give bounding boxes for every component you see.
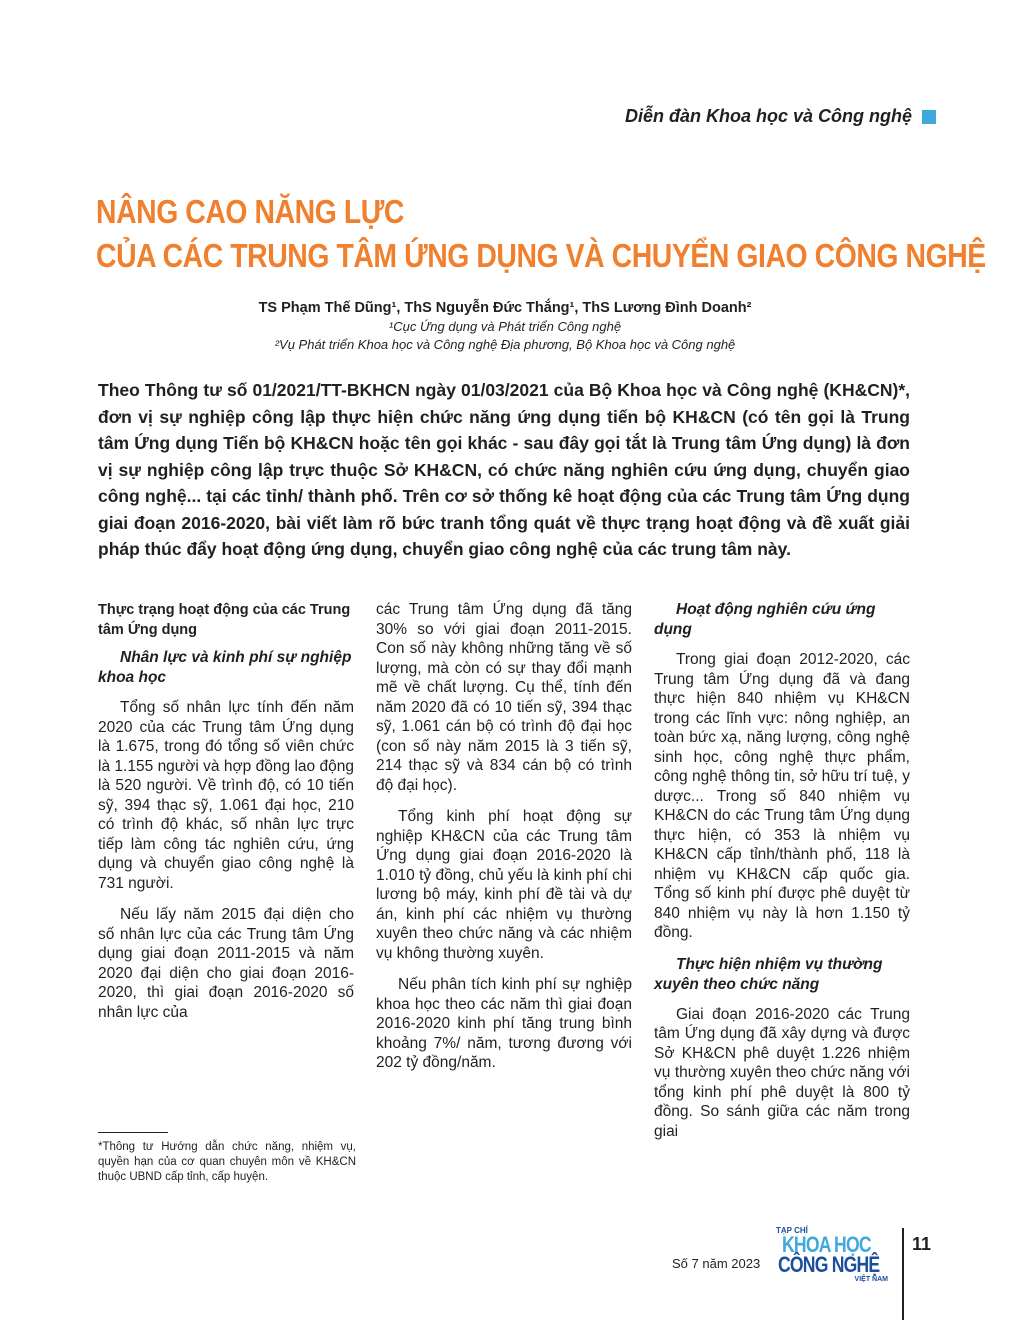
logo-line-2: CÔNG NGHỆ	[778, 1252, 880, 1277]
page-number: 11	[912, 1234, 932, 1254]
paragraph: Giai đoạn 2016-2020 các Trung tâm Ứng dụng đã xây dựng và được Sở KH&CN phê duyệt 1.226 nhiệm vụ thường xuyên theo chức năng với tổng kinh phí phê duyệt là 800 tỷ đồng. So sánh giữa các năm trong giai	[654, 1005, 910, 1140]
section-header	[625, 106, 936, 127]
logo-line-1: KHOA HỌC	[782, 1232, 871, 1257]
paragraph: các Trung tâm Ứng dụng đã tăng 30% so với giai đoạn 2011-2015. Con số này không những tăng về số lượng, mà còn có sự thay đổi mạnh mẽ về chất lượng. Cụ thể, tính đến năm 2020 đã có 10 tiến sỹ, 394 thạc sỹ, 1.061 cán bộ có trình độ đại học (con số này năm 2015 là 3 tiến sỹ, 214 thạc sỹ và 834 cán bộ có trình độ đại học).	[376, 601, 632, 794]
subheading-personnel: Nhân lực và kinh phí sự nghiệp khoa học	[98, 649, 352, 686]
subheading-regular-tasks: Thực hiện nhiệm vụ thường xuyên theo chức năng	[654, 955, 883, 993]
footer-divider	[902, 1228, 904, 1320]
column-1	[98, 600, 354, 1034]
authors-block	[0, 300, 1010, 352]
issue-label: Số 7 năm 2023	[672, 1256, 761, 1271]
abstract: Theo Thông tư số 01/2021/TT-BKHCN ngày 01/03/2021 của Bộ Khoa học và Công nghệ (KH&CN)*, đơn vị sự nghiệp công lập thực hiện chức năng ứng dụng tiến bộ KH&CN (có tên gọi là Trung tâm Ứng dụng Tiến bộ KH&CN hoặc tên gọi khác - sau đây gọi tắt là Trung tâm Ứng dụng) là đơn vị sự nghiệp công lập trực thuộc Sở KH&CN, có chức năng nghiên cứu ứng dụng, chuyển giao công nghệ... tại các tỉnh/ thành phố. Trên cơ sở thống kê hoạt động của các Trung tâm Ứng dụng giai đoạn 2016-2020, bài viết làm rõ bức tranh tổng quát về thực trạng hoạt động và đề xuất giải pháp thúc đẩy hoạt động ứng dụng, chuyển giao công nghệ của các trung tâm này.	[98, 380, 910, 559]
author-names: TS Phạm Thế Dũng¹, ThS Nguyễn Đức Thắng¹, ThS Lương Đình Doanh²	[258, 300, 752, 316]
title-line-2: CỦA CÁC TRUNG TÂM ỨNG DỤNG VÀ CHUYỂN GIAO CÔNG NGHỆ	[96, 237, 986, 274]
title-line-1: NÂNG CAO NĂNG LỰC	[96, 193, 404, 230]
column-3	[654, 600, 910, 1153]
journal-logo	[776, 1226, 894, 1286]
column-2	[376, 600, 632, 1085]
logo-top-text: TẠP CHÍ	[776, 1226, 808, 1235]
paragraph: Tổng số nhân lực tính đến năm 2020 của các Trung tâm Ứng dụng là 1.675, trong đó tổng số viên chức là 1.155 người và hợp đồng lao động là 520 người. Về trình độ, có 10 tiến sỹ, 394 thạc sỹ, 1.061 đại học, 210 có trình độ khác, số nhân lực trực tiếp làm công tác nghiên cứu, ứng dụng và chuyển giao công nghệ là 731 người.	[98, 699, 354, 892]
paragraph: Tổng kinh phí hoạt động sự nghiệp KH&CN của các Trung tâm Ứng dụng giai đoạn 2016-2020 là 1.010 tỷ đồng, chủ yếu là kinh phí chi lương bộ máy, kinh phí đề tài và dự án, kinh phí các nhiệm vụ thường xuyên theo chức năng và các nhiệm vụ không thường xuyên.	[376, 808, 632, 962]
paragraph: Nếu lấy năm 2015 đại diện cho số nhân lực của các Trung tâm Ứng dụng giai đoạn 2011-2015 và năm 2020 đại diện cho giai đoạn 2016-2020, thì giai đoạn 2016-2020 số nhân lực của	[98, 906, 354, 1021]
logo-line-3: VIỆT NAM	[854, 1276, 888, 1283]
footnote-divider	[98, 1132, 168, 1133]
article-title	[96, 190, 986, 278]
affiliation-2: ²Vụ Phát triển Khoa học và Công nghệ Địa phương, Bộ Khoa học và Công nghệ	[274, 337, 736, 352]
section-heading: Thực trạng hoạt động của các Trung tâm Ứng dụng	[98, 602, 351, 638]
footnote: *Thông tư Hướng dẫn chức năng, nhiệm vụ, quyền hạn của cơ quan chuyên môn về KH&CN thuộc UBND cấp tỉnh, cấp huyện.	[98, 1141, 356, 1183]
section-label: Diễn đàn Khoa học và Công nghệ	[624, 106, 912, 126]
affiliation-1: ¹Cục Ứng dụng và Phát triển Công nghệ	[388, 319, 622, 334]
section-square-icon	[922, 110, 936, 124]
subheading-research: Hoạt động nghiên cứu ứng dụng	[654, 601, 876, 638]
paragraph: Nếu phân tích kinh phí sự nghiệp khoa học theo các năm thì giai đoạn 2016-2020 kinh phí tăng trung bình khoảng 7%/ năm, tương đương với 202 tỷ đồng/năm.	[376, 976, 632, 1071]
paragraph: Trong giai đoạn 2012-2020, các Trung tâm Ứng dụng đã và đang thực hiện 840 nhiệm vụ KH&CN trong các lĩnh vực: nông nghiệp, an toàn bức xạ, năng lượng, công nghệ sinh học, công nghệ thực phẩm, công nghệ thông tin, sở hữu trí tuệ, y dược... Trong số 840 nhiệm vụ KH&CN do các Trung tâm Ứng dụng thực hiện, có 353 là nhiệm vụ KH&CN cấp tỉnh/thành phố, 118 là nhiệm vụ KH&CN cấp quốc gia. Tổng số kinh phí được phê duyệt từ 840 nhiệm vụ này là hơn 1.150 tỷ đồng.	[654, 651, 910, 941]
